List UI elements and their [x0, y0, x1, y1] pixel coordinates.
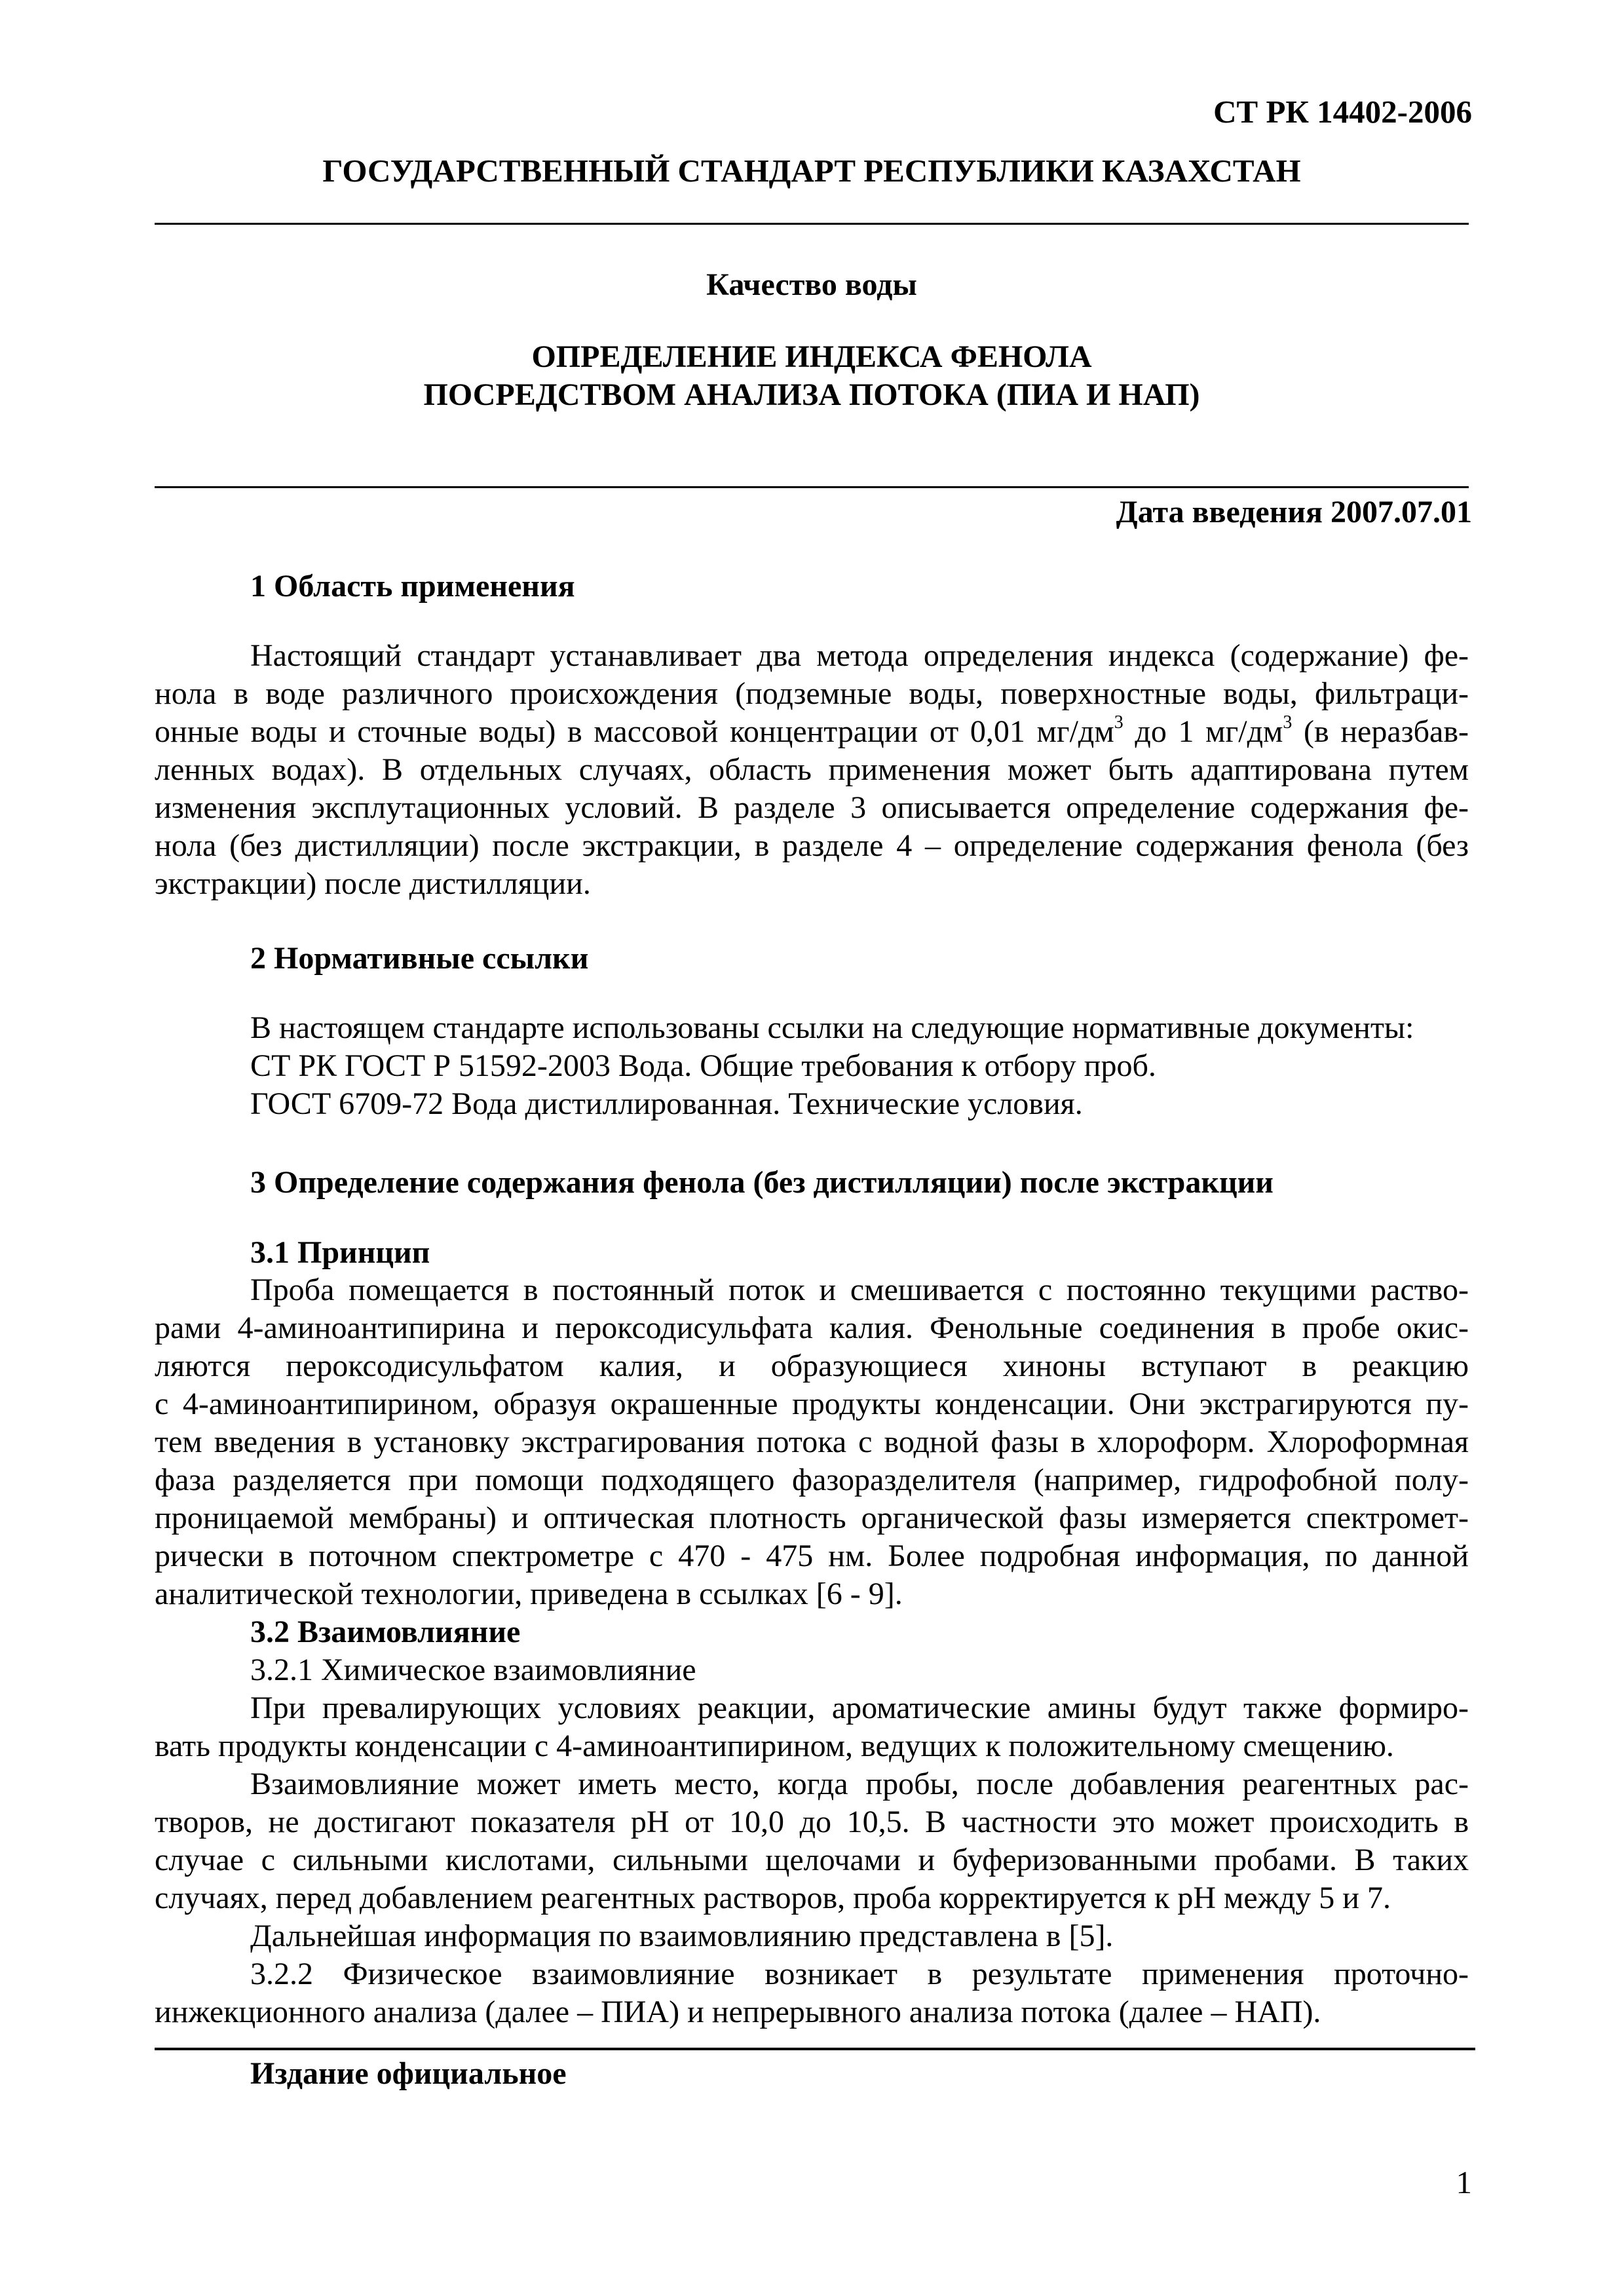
- main-title-line-1: ОПРЕДЕЛЕНИЕ ИНДЕКСА ФЕНОЛА: [531, 339, 1092, 374]
- subject-title: Качество воды: [706, 267, 917, 302]
- text-line: Настоящий стандарт устанавливает два метода определения индекса (содержание) фе-: [250, 638, 1469, 673]
- text-line: случае с сильными кислотами, сильными щелочами и буферизованными пробами. В таких: [155, 1843, 1469, 1877]
- text-line: рически в поточном спектрометре с 470 - 475 нм. Более подробная информация, по данной: [155, 1539, 1469, 1573]
- text-line: ляются пероксодисульфатом калия, и образующиеся хиноны вступают в реакцию: [155, 1349, 1469, 1383]
- text-fragment: (в неразбав-: [1292, 714, 1469, 749]
- text-line: рами 4-аминоантипирина и пероксодисульфата калия. Фенольные соединения в пробе окис-: [155, 1311, 1469, 1345]
- subsection-3-1-heading: 3.1 Принцип: [250, 1235, 430, 1270]
- text-line: экстракции) после дистилляции.: [155, 866, 591, 901]
- superscript: 3: [1283, 712, 1293, 733]
- section-1-heading: 1 Область применения: [250, 569, 575, 603]
- text-line: с 4-аминоантипирином, образуя окрашенные продукты конденсации. Они экстрагируются пу-: [155, 1387, 1469, 1421]
- subsection-3-2-1-title: 3.2.1 Химическое взаимовлияние: [250, 1653, 696, 1687]
- text-line-with-units: [155, 713, 1469, 751]
- section-1-paragraph: [155, 637, 1469, 903]
- intro-date: Дата введения 2007.07.01: [1116, 495, 1472, 529]
- text-line: тем введения в установку экстрагирования потока с водной фазы в хлороформ. Хлороформная: [155, 1425, 1469, 1459]
- subsection-3-1-paragraph: [155, 1271, 1469, 2031]
- title-rule: [155, 486, 1469, 488]
- text-fragment: до 1 мг/дм: [1123, 714, 1283, 749]
- subsection-3-2-heading: 3.2 Взаимовлияние: [250, 1615, 521, 1649]
- text-line: ленных водах). В отдельных случаях, область применения может быть адаптирована путем: [155, 752, 1469, 787]
- section-2-heading: 2 Нормативные ссылки: [250, 941, 589, 976]
- text-line: творов, не достигают показателя pH от 10,0 до 10,5. В частности это может происходить в: [155, 1805, 1469, 1839]
- text-fragment: онные воды и сточные воды) в массовой концентрации от 0,01 мг/дм: [155, 714, 1114, 749]
- text-line: нола (без дистилляции) после экстракции, в разделе 4 – определение содержания фенола (без: [155, 828, 1469, 863]
- section-2-paragraph: [155, 1009, 1469, 1123]
- text-line: В настоящем стандарте использованы ссылки на следующие нормативные документы:: [250, 1010, 1414, 1045]
- text-line: нола в воде различного происхождения (подземные воды, поверхностные воды, фильтраци-: [155, 676, 1469, 711]
- page-number: 1: [1456, 2164, 1472, 2200]
- text-line: Взаимовлияние может иметь место, когда пробы, после добавления реагентных рас-: [250, 1767, 1469, 1801]
- text-line: 3.2.2 Физическое взаимовлияние возникает в результате применения проточно-: [250, 1957, 1469, 1991]
- header-rule: [155, 223, 1469, 225]
- text-line: Проба помещается в постоянный поток и смешивается с постоянно текущими раство-: [250, 1272, 1469, 1307]
- doc-number: СТ РК 14402-2006: [1213, 94, 1472, 130]
- text-line: инжекционного анализа (далее – ПИА) и непрерывного анализа потока (далее – НАП).: [155, 1995, 1321, 2029]
- text-line: вать продукты конденсации с 4-аминоантипирином, ведущих к положительному смещению.: [155, 1729, 1394, 1763]
- text-line: При превалирующих условиях реакции, ароматические амины будут также формиро-: [250, 1691, 1469, 1725]
- section-3-heading: 3 Определение содержания фенола (без дистилляции) после экстракции: [250, 1165, 1274, 1200]
- edition-label: Издание официальное: [250, 2056, 567, 2091]
- footer-rule: [155, 2048, 1475, 2050]
- reference-item: СТ РК ГОСТ Р 51592-2003 Вода. Общие требования к отбору проб.: [250, 1048, 1156, 1083]
- text-line: случаях, перед добавлением реагентных растворов, проба корректируется к pH между 5 и 7.: [155, 1881, 1391, 1915]
- text-line: аналитической технологии, приведена в ссылках [6 - 9].: [155, 1577, 903, 1611]
- superscript: 3: [1114, 712, 1124, 733]
- org-title: ГОСУДАРСТВЕННЫЙ СТАНДАРТ РЕСПУБЛИКИ КАЗАХСТАН: [322, 153, 1301, 189]
- main-title-line-2: ПОСРЕДСТВОМ АНАЛИЗА ПОТОКА (ПИА И НАП): [423, 377, 1200, 412]
- reference-item: ГОСТ 6709-72 Вода дистиллированная. Технические условия.: [250, 1086, 1083, 1121]
- text-line: фаза разделяется при помощи подходящего фазоразделителя (например, гидрофобной полу-: [155, 1463, 1469, 1497]
- text-line: Дальнейшая информация по взаимовлиянию представлена в [5].: [250, 1919, 1114, 1953]
- text-line: изменения эксплутационных условий. В разделе 3 описывается определение содержания фе-: [155, 790, 1469, 825]
- text-line: проницаемой мембраны) и оптическая плотность органической фазы измеряется спектромет-: [155, 1501, 1469, 1535]
